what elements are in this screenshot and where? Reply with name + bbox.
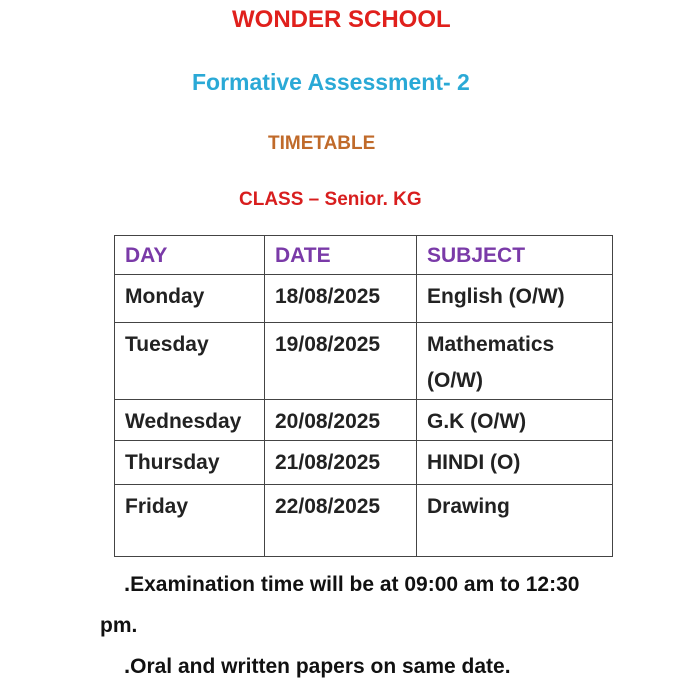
cell-date: 21/08/2025 — [265, 441, 417, 485]
cell-subject: Mathematics (O/W) — [417, 323, 613, 400]
exam-time-note — [100, 563, 620, 646]
exam-time-text: Examination time will be at 09:00 am to 12:30 pm. — [100, 573, 580, 637]
cell-day: Friday — [115, 485, 265, 557]
timetable-title: TIMETABLE — [268, 133, 376, 154]
cell-day: Tuesday — [115, 323, 265, 400]
header-date: DATE — [265, 236, 417, 275]
table-row — [115, 400, 613, 441]
cell-date: 18/08/2025 — [265, 275, 417, 323]
table-row — [115, 441, 613, 485]
cell-subject: Drawing — [417, 485, 613, 557]
assessment-title: Formative Assessment- 2 — [192, 69, 470, 95]
cell-date: 19/08/2025 — [265, 323, 417, 400]
table-row — [115, 275, 613, 323]
papers-note — [124, 653, 511, 679]
cell-date: 20/08/2025 — [265, 400, 417, 441]
class-title: CLASS – Senior. KG — [239, 189, 422, 210]
table-row — [115, 485, 613, 557]
papers-text: Oral and written papers on same date. — [130, 655, 511, 678]
timetable-table — [114, 235, 613, 557]
cell-day: Monday — [115, 275, 265, 323]
cell-subject: G.K (O/W) — [417, 400, 613, 441]
table-header-row — [115, 236, 613, 275]
cell-day: Thursday — [115, 441, 265, 485]
cell-subject: HINDI (O) — [417, 441, 613, 485]
cell-date: 22/08/2025 — [265, 485, 417, 557]
bullet-dot: . — [124, 653, 131, 678]
header-day: DAY — [115, 236, 265, 275]
table-row — [115, 323, 613, 400]
cell-day: Wednesday — [115, 400, 265, 441]
bullet-dot: . — [124, 571, 131, 596]
cell-subject: English (O/W) — [417, 275, 613, 323]
header-subject: SUBJECT — [417, 236, 613, 275]
school-name: WONDER SCHOOL — [232, 6, 451, 33]
